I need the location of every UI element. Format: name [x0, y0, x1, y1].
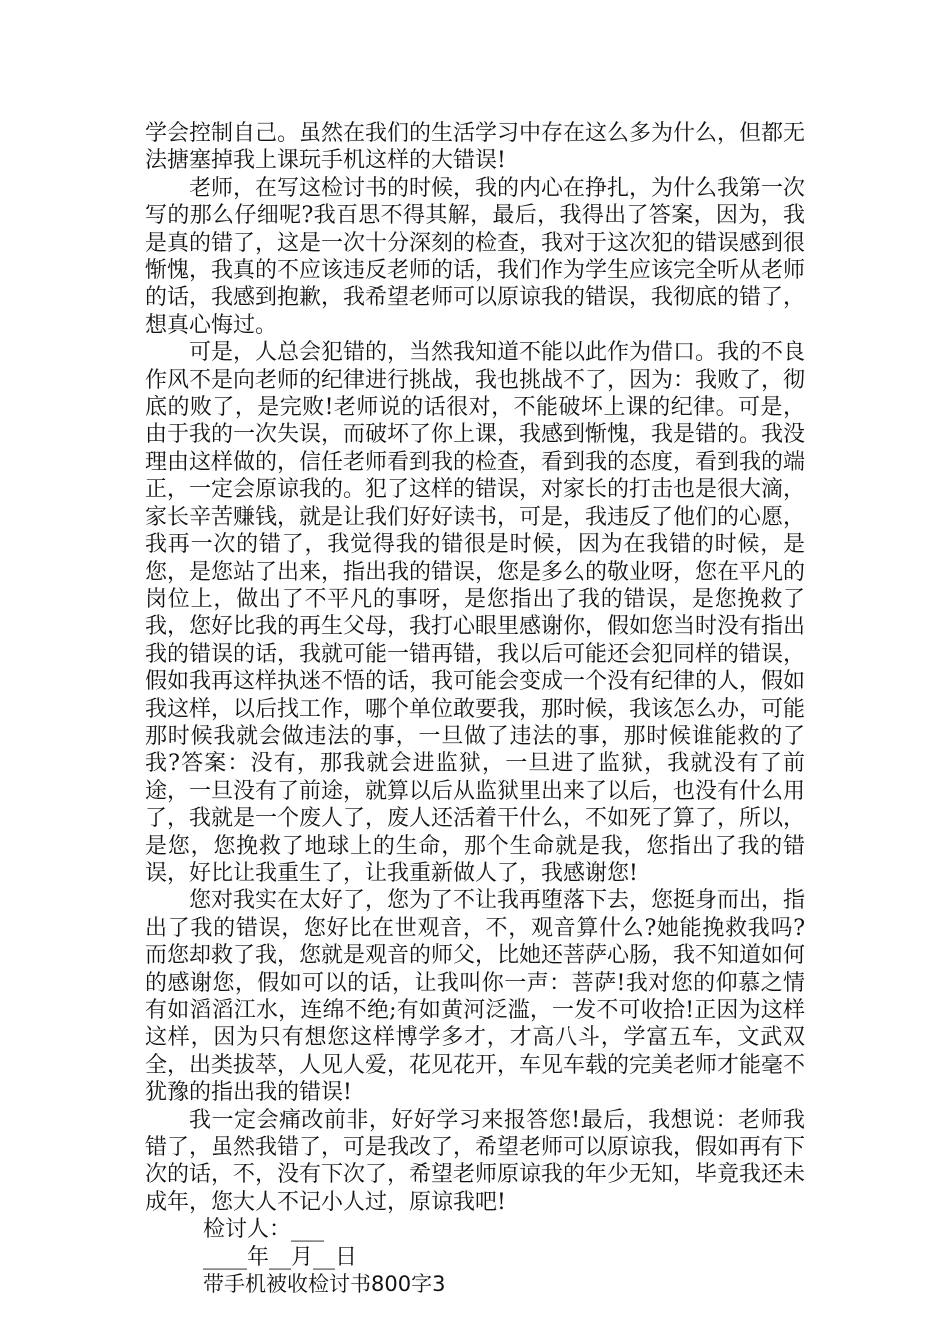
paragraph-3: 可是，人总会犯错的，当然我知道不能以此作为借口。我的不良作风不是向老师的纪律进行挑战，我也挑战不了，因为：我败了，彻底的败了，是完败!老师说的话很对，不能破坏上课的纪律。可是，由于我的一次失误，而破坏了你上课，我感到惭愧，我是错的。我没理由这样做的，信任老师看到我的检查，看到我的态度，看到我的端正，一定会原谅我的。犯了这样的错误，对家长的打击也是很大滴，家长辛苦赚钱，就是让我们好好读书，可是，我违反了他们的心愿，我再一次的错了，我觉得我的错很是时候，因为在我错的时候，是您，是您站了出来，指出我的错误，您是多么的敬业呀，您在平凡的岗位上，做出了不平凡的事呀，是您指出了我的错误，是您挽救了我，您好比我的再生父母，我打心眼里感谢你，假如您当时没有指出我的错误的话，我就可能一错再错，我以后可能还会犯同样的错误，假如我再这样执迷不悟的话，我可能会变成一个没有纪律的人，假如我这样，以后找工作，哪个单位敢要我，那时候，我该怎么办，可能那时候我就会做违法的事，一旦做了违法的事，那时候谁能救的了我?答案：没有，那我就会进监狱，一旦进了监狱，我就没有了前途，一旦没有了前途，就算以后从监狱里出来了以后，也没有什么用了，我就是一个废人了，废人还活着干什么，不如死了算了，所以，是您，您挽救了地球上的生命，那个生命就是我，您指出了我的错误，好比让我重生了，让我重新做人了，我感谢您!	[145, 340, 806, 886]
next-section-heading: 带手机被收检讨书800字3	[203, 1272, 446, 1297]
paragraph-5: 我一定会痛改前非，好好学习来报答您!最后，我想说：老师我错了，虽然我错了，可是我改了，希望老师可以原谅我，假如再有下次的话，不，没有下次了，希望老师原谅我的年少无知，毕竟我还未成年，您大人不记小人过，原谅我吧!	[145, 1107, 806, 1215]
paragraph-2: 老师，在写这检讨书的时候，我的内心在挣扎，为什么我第一次写的那么仔细呢?我百思不得其解，最后，我得出了答案，因为，我是真的错了，这是一次十分深刻的检查，我对于这次犯的错误感到很惭愧，我真的不应该违反老师的话，我们作为学生应该完全听从老师的话，我感到抱歉，我希望老师可以原谅我的错误，我彻底的错了，想真心悔过。	[145, 175, 806, 338]
paragraph-1: 学会控制自己。虽然在我们的生活学习中存在这么多为什么，但都无法搪塞掉我上课玩手机这样的大错误!	[145, 121, 806, 174]
date-line: ____年__月__日	[203, 1244, 358, 1270]
signature-line: 检讨人：___	[203, 1217, 325, 1243]
document-body	[145, 120, 805, 1298]
paragraph-4: 您对我实在太好了，您为了不让我再堕落下去，您挺身而出，指出了我的错误，您好比在世观音，不，观音算什么?她能挽救我吗?而您却救了我，您就是观音的师父，比她还菩萨心肠，我不知道如何的感谢您，假如可以的话，让我叫你一声：菩萨!我对您的仰慕之情有如滔滔江水，连绵不绝;有如黄河泛滥，一发不可收拾!正因为这样这样，因为只有想您这样博学多才，才高八斗，学富五车，文武双全，出类拔萃，人见人爱，花见花开，车见车载的完美老师才能毫不犹豫的指出我的错误!	[145, 888, 806, 1106]
